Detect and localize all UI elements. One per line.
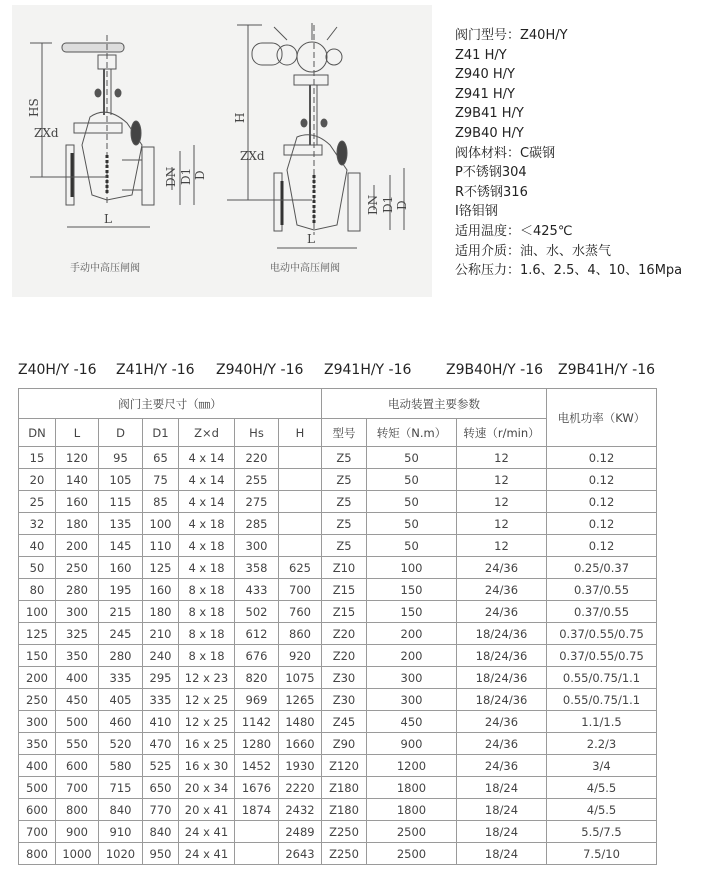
spec-line: 适用介质：油、水、水蒸气: [455, 243, 612, 259]
table-cell: 1660: [279, 733, 322, 755]
d1-label: D1: [381, 195, 395, 213]
table-row: [19, 799, 657, 821]
table-cell: Z15: [322, 601, 367, 623]
table-cell: Z250: [322, 843, 367, 865]
d-label: D: [395, 200, 409, 210]
table-cell: 1280: [235, 733, 279, 755]
table-cell: 115: [99, 491, 143, 513]
table-cell: 285: [235, 513, 279, 535]
table-cell: 300: [19, 711, 56, 733]
table-cell: 195: [99, 579, 143, 601]
column-header: DN: [19, 419, 56, 447]
column-header: Hs: [235, 419, 279, 447]
table-row: [19, 623, 657, 645]
table-cell: [235, 821, 279, 843]
table-cell: 275: [235, 491, 279, 513]
table-cell: 125: [19, 623, 56, 645]
table-row: [19, 645, 657, 667]
spec-line: Z9B41 H/Y: [455, 106, 524, 122]
table-cell: 160: [143, 579, 179, 601]
table-cell: 120: [56, 447, 99, 469]
table-cell: 676: [235, 645, 279, 667]
table-cell: 50: [367, 447, 457, 469]
table-cell: 450: [367, 711, 457, 733]
table-cell: 125: [143, 557, 179, 579]
table-cell: 0.37/0.55: [547, 579, 657, 601]
model-label: Z41H/Y -16: [116, 362, 195, 378]
zxd-label: ZXd: [240, 149, 265, 163]
table-cell: 100: [19, 601, 56, 623]
table-row: [19, 557, 657, 579]
table-cell: 24/36: [457, 601, 547, 623]
table-cell: 820: [235, 667, 279, 689]
table-cell: 24/36: [457, 579, 547, 601]
table-cell: 8 x 18: [179, 601, 235, 623]
table-cell: Z5: [322, 447, 367, 469]
spec-line: 适用温度：＜425℃: [455, 223, 573, 239]
table-cell: 2500: [367, 821, 457, 843]
model-label: Z40H/Y -16: [18, 362, 97, 378]
table-cell: Z45: [322, 711, 367, 733]
table-row: [19, 601, 657, 623]
table-cell: 860: [279, 623, 322, 645]
table-cell: 0.12: [547, 469, 657, 491]
manual-valve-caption: 手动中高压闸阀: [70, 263, 140, 274]
table-cell: 4 x 14: [179, 447, 235, 469]
column-header: D: [99, 419, 143, 447]
table-cell: 50: [367, 491, 457, 513]
table-cell: 200: [367, 645, 457, 667]
power-header: 电机功率（KW）: [547, 389, 657, 447]
column-header: 转速（r/min）: [457, 419, 547, 447]
table-cell: 250: [19, 689, 56, 711]
table-cell: Z90: [322, 733, 367, 755]
table-cell: 210: [143, 623, 179, 645]
table-cell: 80: [19, 579, 56, 601]
table-cell: 200: [367, 623, 457, 645]
column-header: L: [56, 419, 99, 447]
table-cell: 433: [235, 579, 279, 601]
table-cell: Z30: [322, 689, 367, 711]
table-cell: 250: [56, 557, 99, 579]
table-cell: 840: [99, 799, 143, 821]
table-row: [19, 579, 657, 601]
dn-label: DN: [366, 194, 380, 215]
table-cell: 4 x 14: [179, 491, 235, 513]
table-cell: 12: [457, 447, 547, 469]
table-cell: 1200: [367, 755, 457, 777]
table-cell: 220: [235, 447, 279, 469]
table-cell: 400: [56, 667, 99, 689]
table-cell: Z5: [322, 513, 367, 535]
table-cell: 16 x 30: [179, 755, 235, 777]
table-cell: 24/36: [457, 755, 547, 777]
table-cell: 0.12: [547, 447, 657, 469]
table-cell: 700: [19, 821, 56, 843]
table-cell: 15: [19, 447, 56, 469]
valve-spec-table: [18, 388, 657, 865]
table-cell: 350: [56, 645, 99, 667]
table-cell: 150: [19, 645, 56, 667]
table-cell: 0.12: [547, 535, 657, 557]
d-label: D: [193, 170, 207, 180]
spec-list: [455, 26, 682, 281]
table-cell: 550: [56, 733, 99, 755]
table-cell: 0.37/0.55/0.75: [547, 623, 657, 645]
table-cell: 625: [279, 557, 322, 579]
table-cell: 405: [99, 689, 143, 711]
table-cell: Z15: [322, 579, 367, 601]
table-cell: 3/4: [547, 755, 657, 777]
table-cell: 1874: [235, 799, 279, 821]
table-cell: 0.37/0.55: [547, 601, 657, 623]
table-cell: 18/24: [457, 799, 547, 821]
table-cell: 12 x 25: [179, 689, 235, 711]
table-cell: Z180: [322, 799, 367, 821]
table-cell: 12: [457, 513, 547, 535]
table-cell: 215: [99, 601, 143, 623]
table-cell: 1142: [235, 711, 279, 733]
dn-label: DN: [164, 166, 178, 187]
table-cell: 24 x 41: [179, 821, 235, 843]
table-cell: 75: [143, 469, 179, 491]
table-cell: 8 x 18: [179, 579, 235, 601]
table-cell: 350: [19, 733, 56, 755]
table-cell: 50: [367, 535, 457, 557]
table-cell: [235, 843, 279, 865]
table-cell: 300: [367, 689, 457, 711]
table-cell: 1800: [367, 799, 457, 821]
table-cell: 18/24/36: [457, 645, 547, 667]
table-cell: 50: [367, 513, 457, 535]
table-cell: 4 x 18: [179, 535, 235, 557]
table-cell: 12: [457, 469, 547, 491]
table-cell: 100: [143, 513, 179, 535]
table-cell: 20 x 41: [179, 799, 235, 821]
table-row: [19, 711, 657, 733]
table-cell: 700: [279, 579, 322, 601]
spec-line: 公称压力：1.6、2.5、4、10、16Mpa: [455, 263, 683, 279]
table-row: [19, 733, 657, 755]
table-cell: 50: [367, 469, 457, 491]
table-cell: 335: [99, 667, 143, 689]
table-cell: 110: [143, 535, 179, 557]
table-cell: 0.12: [547, 513, 657, 535]
table-cell: 24/36: [457, 557, 547, 579]
table-cell: 325: [56, 623, 99, 645]
table-cell: Z30: [322, 667, 367, 689]
table-row: [19, 491, 657, 513]
l-label: L: [307, 232, 315, 246]
table-cell: 20 x 34: [179, 777, 235, 799]
table-cell: Z120: [322, 755, 367, 777]
column-header: H: [279, 419, 322, 447]
table-cell: 300: [56, 601, 99, 623]
table-cell: 2220: [279, 777, 322, 799]
table-cell: 2489: [279, 821, 322, 843]
table-cell: 600: [56, 755, 99, 777]
spec-line: Z9B40 H/Y: [455, 125, 524, 141]
table-cell: 12: [457, 491, 547, 513]
table-cell: 200: [56, 535, 99, 557]
table-cell: 160: [56, 491, 99, 513]
table-cell: 160: [99, 557, 143, 579]
table-cell: 1800: [367, 777, 457, 799]
model-list: [18, 362, 668, 378]
table-cell: 24/36: [457, 733, 547, 755]
table-row: [19, 777, 657, 799]
table-cell: 24 x 41: [179, 843, 235, 865]
table-cell: 1000: [56, 843, 99, 865]
dimensions-group-header: 阀门主要尺寸（㎜）: [19, 389, 322, 419]
electric-gate-valve-drawing: [227, 23, 409, 274]
table-cell: 0.12: [547, 491, 657, 513]
table-cell: 85: [143, 491, 179, 513]
table-cell: 800: [19, 843, 56, 865]
table-cell: 0.25/0.37: [547, 557, 657, 579]
table-cell: 20: [19, 469, 56, 491]
table-cell: 100: [367, 557, 457, 579]
table-cell: 400: [19, 755, 56, 777]
table-cell: 105: [99, 469, 143, 491]
table-cell: 910: [99, 821, 143, 843]
model-label: Z9B41H/Y -16: [558, 362, 656, 378]
table-cell: 95: [99, 447, 143, 469]
table-cell: 32: [19, 513, 56, 535]
table-cell: 500: [19, 777, 56, 799]
table-cell: 40: [19, 535, 56, 557]
spec-line: R不锈钢316: [455, 184, 528, 200]
spec-line: Z941 H/Y: [455, 86, 515, 102]
table-cell: 525: [143, 755, 179, 777]
spec-line: P不锈钢304: [455, 165, 527, 181]
table-cell: 500: [56, 711, 99, 733]
table-cell: 8 x 18: [179, 645, 235, 667]
table-cell: 140: [56, 469, 99, 491]
table-cell: [279, 447, 322, 469]
table-cell: 770: [143, 799, 179, 821]
table-cell: 900: [367, 733, 457, 755]
valve-drawing-panel: [12, 5, 432, 297]
table-cell: 150: [367, 601, 457, 623]
table-row: [19, 535, 657, 557]
table-cell: 1676: [235, 777, 279, 799]
table-cell: 502: [235, 601, 279, 623]
electric-valve-caption: 电动中高压闸阀: [270, 263, 340, 274]
table-cell: 969: [235, 689, 279, 711]
table-cell: 1480: [279, 711, 322, 733]
column-header: D1: [143, 419, 179, 447]
table-cell: 18/24: [457, 843, 547, 865]
spec-line: I铬钼钢: [455, 204, 498, 220]
spec-line: Z940 H/Y: [455, 67, 515, 83]
table-cell: 8 x 18: [179, 623, 235, 645]
table-cell: 335: [143, 689, 179, 711]
table-cell: 12 x 25: [179, 711, 235, 733]
table-cell: 600: [19, 799, 56, 821]
h-label: H: [233, 112, 247, 123]
table-cell: 180: [56, 513, 99, 535]
table-cell: 200: [19, 667, 56, 689]
d1-label: D1: [179, 167, 193, 185]
column-header: 型号: [322, 419, 367, 447]
table-row: [19, 821, 657, 843]
table-cell: 16 x 25: [179, 733, 235, 755]
table-cell: 4 x 14: [179, 469, 235, 491]
table-cell: 760: [279, 601, 322, 623]
table-cell: 240: [143, 645, 179, 667]
table-cell: 2643: [279, 843, 322, 865]
table-cell: 470: [143, 733, 179, 755]
table-cell: 300: [235, 535, 279, 557]
table-cell: 4/5.5: [547, 799, 657, 821]
table-cell: [279, 469, 322, 491]
table-cell: 2.2/3: [547, 733, 657, 755]
table-cell: 300: [367, 667, 457, 689]
table-cell: 180: [143, 601, 179, 623]
spec-line: Z41 H/Y: [455, 47, 507, 63]
table-cell: 18/24: [457, 777, 547, 799]
table-cell: 800: [56, 799, 99, 821]
table-cell: Z5: [322, 469, 367, 491]
manual-gate-valve-drawing: [27, 35, 207, 274]
table-cell: 2432: [279, 799, 322, 821]
actuator-group-header: 电动装置主要参数: [322, 389, 547, 419]
table-cell: 700: [56, 777, 99, 799]
table-row: [19, 689, 657, 711]
table-cell: 18/24: [457, 821, 547, 843]
table-cell: Z20: [322, 623, 367, 645]
table-cell: 1020: [99, 843, 143, 865]
hs-label: HS: [27, 98, 41, 117]
table-cell: 520: [99, 733, 143, 755]
spec-line: 阀体材料：C碳钢: [455, 145, 556, 161]
table-cell: 25: [19, 491, 56, 513]
table-cell: Z20: [322, 645, 367, 667]
table-cell: 410: [143, 711, 179, 733]
l-label: L: [104, 212, 112, 226]
table-row: [19, 447, 657, 469]
table-cell: [279, 513, 322, 535]
table-cell: 4 x 18: [179, 557, 235, 579]
table-cell: 295: [143, 667, 179, 689]
table-cell: 245: [99, 623, 143, 645]
table-cell: 12 x 23: [179, 667, 235, 689]
table-cell: 1930: [279, 755, 322, 777]
table-cell: 950: [143, 843, 179, 865]
table-cell: 358: [235, 557, 279, 579]
table-cell: 0.55/0.75/1.1: [547, 667, 657, 689]
table-cell: [279, 535, 322, 557]
table-cell: 1075: [279, 667, 322, 689]
table-cell: 1.1/1.5: [547, 711, 657, 733]
table-cell: 18/24/36: [457, 667, 547, 689]
table-cell: 18/24/36: [457, 689, 547, 711]
table-cell: 715: [99, 777, 143, 799]
table-cell: 150: [367, 579, 457, 601]
table-cell: 920: [279, 645, 322, 667]
model-label: Z9B40H/Y -16: [446, 362, 544, 378]
model-label: Z941H/Y -16: [324, 362, 412, 378]
table-row: [19, 843, 657, 865]
table-cell: 18/24/36: [457, 623, 547, 645]
table-cell: Z5: [322, 535, 367, 557]
column-header: Z×d: [179, 419, 235, 447]
table-cell: 280: [99, 645, 143, 667]
table-cell: 12: [457, 535, 547, 557]
spec-line: 阀门型号：Z40H/Y: [455, 28, 568, 43]
table-cell: 1452: [235, 755, 279, 777]
table-cell: Z5: [322, 491, 367, 513]
table-cell: 24/36: [457, 711, 547, 733]
table-cell: 450: [56, 689, 99, 711]
table-row: [19, 755, 657, 777]
table-cell: 0.37/0.55/0.75: [547, 645, 657, 667]
table-cell: Z10: [322, 557, 367, 579]
table-cell: 280: [56, 579, 99, 601]
table-row: [19, 667, 657, 689]
table-cell: 840: [143, 821, 179, 843]
column-header: 转矩（N.m）: [367, 419, 457, 447]
table-cell: 145: [99, 535, 143, 557]
table-cell: 4/5.5: [547, 777, 657, 799]
table-cell: 5.5/7.5: [547, 821, 657, 843]
table-cell: 255: [235, 469, 279, 491]
table-cell: 2500: [367, 843, 457, 865]
table-cell: 900: [56, 821, 99, 843]
table-cell: 50: [19, 557, 56, 579]
table-cell: Z250: [322, 821, 367, 843]
table-row: [19, 513, 657, 535]
table-cell: 4 x 18: [179, 513, 235, 535]
table-cell: 650: [143, 777, 179, 799]
table-cell: 0.55/0.75/1.1: [547, 689, 657, 711]
table-cell: 7.5/10: [547, 843, 657, 865]
table-row: [19, 469, 657, 491]
table-cell: 65: [143, 447, 179, 469]
table-cell: 460: [99, 711, 143, 733]
table-cell: 135: [99, 513, 143, 535]
table-cell: 612: [235, 623, 279, 645]
table-cell: 580: [99, 755, 143, 777]
table-cell: 1265: [279, 689, 322, 711]
table-cell: Z180: [322, 777, 367, 799]
model-label: Z940H/Y -16: [216, 362, 304, 378]
table-cell: [279, 491, 322, 513]
zxd-label: ZXd: [34, 126, 59, 140]
